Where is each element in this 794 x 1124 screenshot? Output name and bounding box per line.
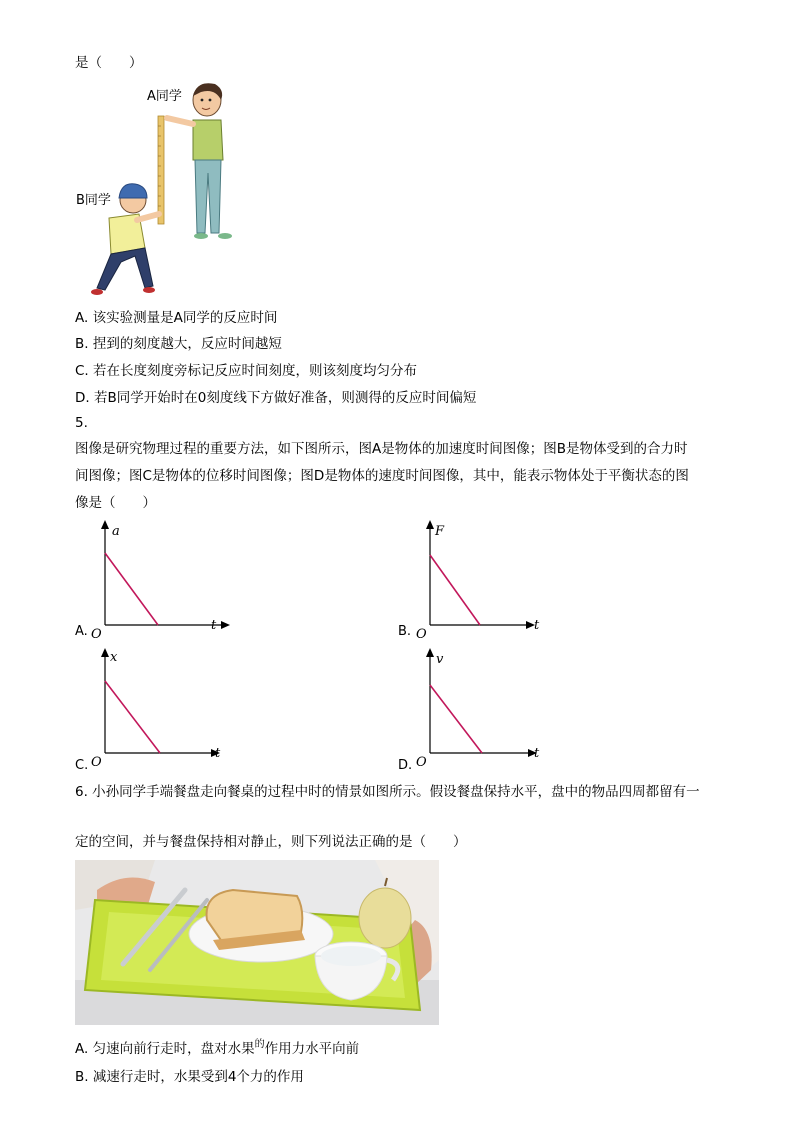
graph-c-y-label: x [110, 650, 118, 665]
q4-option-d: D. 若B同学开始时在0刻度线下方做好准备，则测得的反应时间偏短 [75, 390, 477, 406]
q6-stem-line-1: 6. 小孙同学手端餐盘走向餐桌的过程中时的情景如图所示。假设餐盘保持水平，盘中的物品四周都留有一 [75, 784, 700, 800]
q6-option-a-small: 的 [254, 1039, 265, 1050]
q5-stem-line-2: 间图像；图C是物体的位移时间图像；图D是物体的速度时间图像，其中，能表示物体处于平衡状态的图 [75, 468, 689, 484]
label-student-b: B同学 [76, 193, 111, 208]
graph-c[interactable] [85, 645, 235, 775]
q6-option-a [75, 1040, 359, 1060]
q6-option-a-after: 作用力水平向前 [264, 1041, 360, 1057]
q4-option-c: C. 若在长度刻度旁标记反应时间刻度，则该刻度均匀分布 [75, 363, 418, 379]
graph-b-x-label: t [534, 618, 540, 633]
q5-stem-line-3: 像是（ ） [75, 495, 156, 511]
q4-option-b: B. 捏到的刻度越大，反应时间越短 [75, 336, 282, 352]
graph-c-line [105, 681, 160, 753]
graph-a-line [105, 553, 158, 625]
graph-d-origin: O [416, 755, 427, 770]
graph-a-letter: A. [75, 624, 88, 639]
graph-a-x-label: t [211, 618, 217, 633]
graph-d-letter: D. [398, 758, 413, 773]
q5-number: 5. [75, 415, 88, 431]
graph-c-origin: O [91, 755, 102, 770]
graph-a-y-label: a [112, 524, 120, 539]
q6-option-a-before: A. 匀速向前行走时，盘对水果 [75, 1041, 255, 1057]
graph-d-x-label: t [534, 746, 540, 761]
graph-d[interactable] [410, 645, 560, 775]
graph-d-line [430, 685, 482, 753]
graph-a[interactable] [85, 517, 235, 647]
graph-d-y-label: v [436, 652, 444, 667]
graph-b-line [430, 555, 480, 625]
graph-c-x-label: t [215, 746, 221, 761]
q5-stem-line-1: 图像是研究物理过程的重要方法，如下图所示，图A是物体的加速度时间图像；图B是物体受到的合力时 [75, 441, 688, 457]
reaction-time-illustration [75, 78, 255, 303]
q4-stem-tail: 是（ ） [75, 55, 143, 71]
graph-c-letter: C. [75, 758, 89, 773]
graph-a-origin: O [91, 627, 102, 642]
graph-b-letter: B. [398, 624, 412, 639]
graph-b[interactable] [410, 517, 560, 647]
q6-option-b: B. 减速行走时，水果受到4个力的作用 [75, 1069, 304, 1085]
q6-stem-line-2: 定的空间，并与餐盘保持相对静止，则下列说法正确的是（ ） [75, 834, 467, 850]
q4-option-a: A. 该实验测量是A同学的反应时间 [75, 310, 278, 326]
graph-b-origin: O [416, 627, 427, 642]
label-student-a: A同学 [147, 89, 182, 104]
graph-b-y-label: F [435, 524, 445, 539]
tray-photo [75, 860, 439, 1025]
